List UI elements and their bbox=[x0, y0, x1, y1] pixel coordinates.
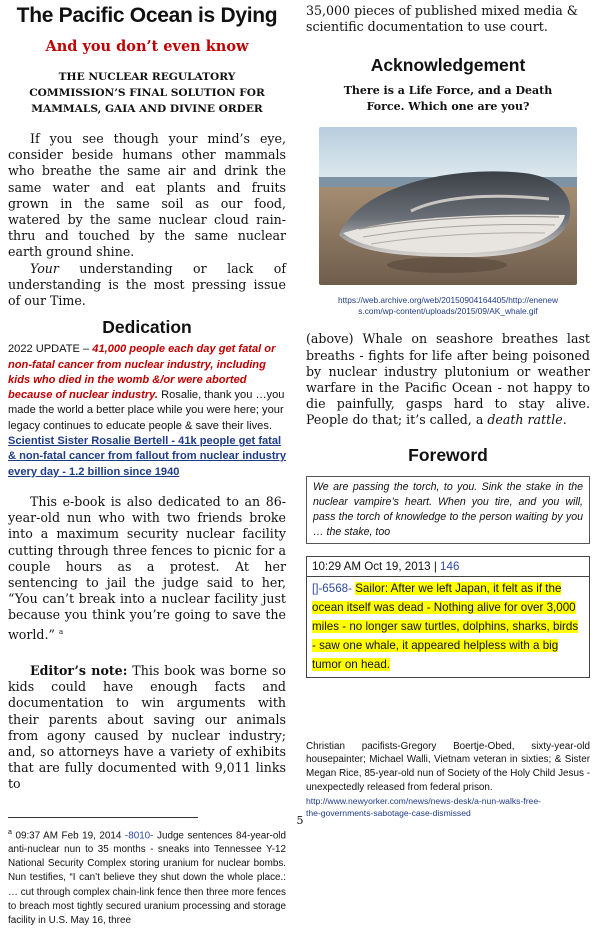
whale-text: (above) Whale on seashore breathes last breaths - fights for life after being poisoned by nuclear industry plutonium or weather warfare in the Pacific Ocean - not happy to die painfully, gasps hard to stay alive. People do that; it’s called, a bbox=[306, 331, 590, 428]
whale-icon bbox=[319, 127, 577, 285]
log-header bbox=[307, 557, 589, 577]
continued-text: 35,000 pieces of published mixed media & scientific documentation to use court. bbox=[306, 3, 579, 35]
understanding-paragraph bbox=[8, 261, 286, 310]
nrc-heading-line: MAMMALS, GAIA AND DIVINE ORDER bbox=[31, 103, 263, 115]
editors-note bbox=[8, 663, 286, 793]
footnote-url-line: http://www.newyorker.com/news/news-desk/a-nun-walks-free- bbox=[306, 795, 541, 806]
foreword-heading: Foreword bbox=[408, 444, 488, 465]
footnote-number: -8010- bbox=[124, 829, 154, 841]
whale-photo bbox=[319, 127, 577, 285]
ack-question-line: Force. Which one are you? bbox=[366, 100, 530, 114]
editors-note-text: This book was borne so kids could have enough facts and documentation to win arguments with their parents about saving our animals from agony caused by nuclear industry; and, so attorneys have a variety of exhibits that are fully documented with 9,011 links to bbox=[8, 662, 286, 792]
footnote-continued: Christian pacifists-Gregory Boertje-Obed, sixty-year-old housepainter; Michael Walli, Vietnam veteran in sixties; & Sister Megan Rice, 85-year-old nun of Society of the Holy Child Jesus - unexpectedly released from federal prison. bbox=[306, 740, 590, 794]
page-number: 5 bbox=[296, 814, 304, 827]
nun-paragraph bbox=[8, 494, 286, 643]
acknowledgement-question bbox=[306, 83, 590, 115]
acknowledgement-heading: Acknowledgement bbox=[370, 55, 526, 76]
whale-paragraph bbox=[306, 331, 590, 428]
log-id: []-6568- bbox=[312, 581, 352, 595]
sailor-quote: Sailor: After we left Japan, it felt as if the ocean itself was dead - Nothing alive for over 3,000 miles - no longer saw turtles, dolphins, sharks, birds - saw one whale, it appeared helpless with a big tumor on head. bbox=[312, 581, 579, 671]
log-number: 146 bbox=[440, 559, 460, 573]
intro-paragraph: If you see though your mind’s eye, consider beside humans other mammals who breathe the same air and drink the same water and eat plants and fruits grown in the same soil as our food, watered by the same nuclear cloud rain-thru and touched by the same nuclear earth ground shine. bbox=[8, 131, 286, 260]
page-subtitle: And you don’t even know bbox=[45, 38, 249, 55]
footnote bbox=[8, 826, 286, 928]
nrc-heading bbox=[8, 69, 286, 117]
footnote-time: 09:37 AM Feb 19, 2014 bbox=[11, 829, 125, 841]
page-title: The Pacific Ocean is Dying bbox=[16, 4, 278, 27]
dedication-body: Rosalie, thank you …you made the world a better place while you were here; your legacy continues to educate people & save their lives. bbox=[8, 389, 285, 432]
footnote-text: Judge sentences 84-year-old anti-nuclear nun to 35 months - sneaks into Tennessee Y-12 National Security Complex storing uranium for nuclear bombs. Nun testifies, “I can’t believe they shut down the whole place.: … cut through complex chain-link fence then three more fences to breach most tightly secured uranium processing and storage facility in U.S. May 16, three bbox=[8, 829, 286, 927]
editors-note-label: Editor’s note: bbox=[30, 662, 128, 678]
photo-url[interactable] bbox=[306, 295, 590, 317]
right-column bbox=[306, 0, 590, 820]
your-word: Your bbox=[30, 260, 59, 276]
footnote-mark: a bbox=[8, 828, 12, 836]
left-column bbox=[8, 0, 286, 928]
footnote-url-line: the-governments-sabotage-case-dismissed bbox=[306, 808, 471, 819]
torch-quote-box: We are passing the torch, to you. Sink the stake in the nuclear vampire’s heart. When you tire, and you will, pass the torch of knowledge to the person waiting by you … the stake, too bbox=[306, 476, 590, 544]
photo-url-line: https://web.archive.org/web/20150904164405/http://enenew bbox=[337, 295, 559, 306]
photo-url-line: s.com/wp-content/uploads/2015/09/AK_whale.gif bbox=[358, 306, 538, 317]
nrc-heading-line: THE NUCLEAR REGULATORY bbox=[58, 71, 236, 83]
whale-end: . bbox=[562, 412, 567, 428]
log-body bbox=[307, 577, 589, 677]
dedication-heading: Dedication bbox=[102, 317, 192, 338]
dedication-red-text: 41,000 people each day get fatal or non-fatal cancer from nuclear industry, including kids who died in the womb &/or were aborted because of nuclear industry. bbox=[8, 343, 276, 402]
nun-text: This e-book is also dedicated to an 86-year-old nun who with two friends broke into a maximum security nuclear facility cutting through three fences to picnic for a couple hours as a protest. At her sentencing to jail the judge said to her, “You can’t break into a nuclear facility just because you think you’re going to save the world.” bbox=[8, 493, 286, 642]
log-time: 10:29 AM Oct 19, 2013 | bbox=[312, 559, 441, 573]
sailor-log-box bbox=[306, 556, 590, 678]
footnote-mark: a bbox=[58, 627, 64, 636]
dedication-link[interactable]: Scientist Sister Rosalie Bertell - 41k people get fatal & non-fatal cancer from fallout from nuclear industry every day - 1.2 billion since 1940 bbox=[8, 435, 286, 478]
nrc-heading-line: COMMISSION’S FINAL SOLUTION FOR bbox=[29, 87, 265, 99]
dedication-prefix: 2022 UPDATE – bbox=[8, 343, 93, 356]
death-rattle-text: death rattle bbox=[487, 412, 563, 428]
ack-question-line: There is a Life Force, and a Death bbox=[343, 84, 553, 98]
understanding-text: understanding or lack of understanding is the most pressing issue of our Time. bbox=[8, 260, 286, 309]
dedication-paragraph bbox=[8, 342, 286, 480]
